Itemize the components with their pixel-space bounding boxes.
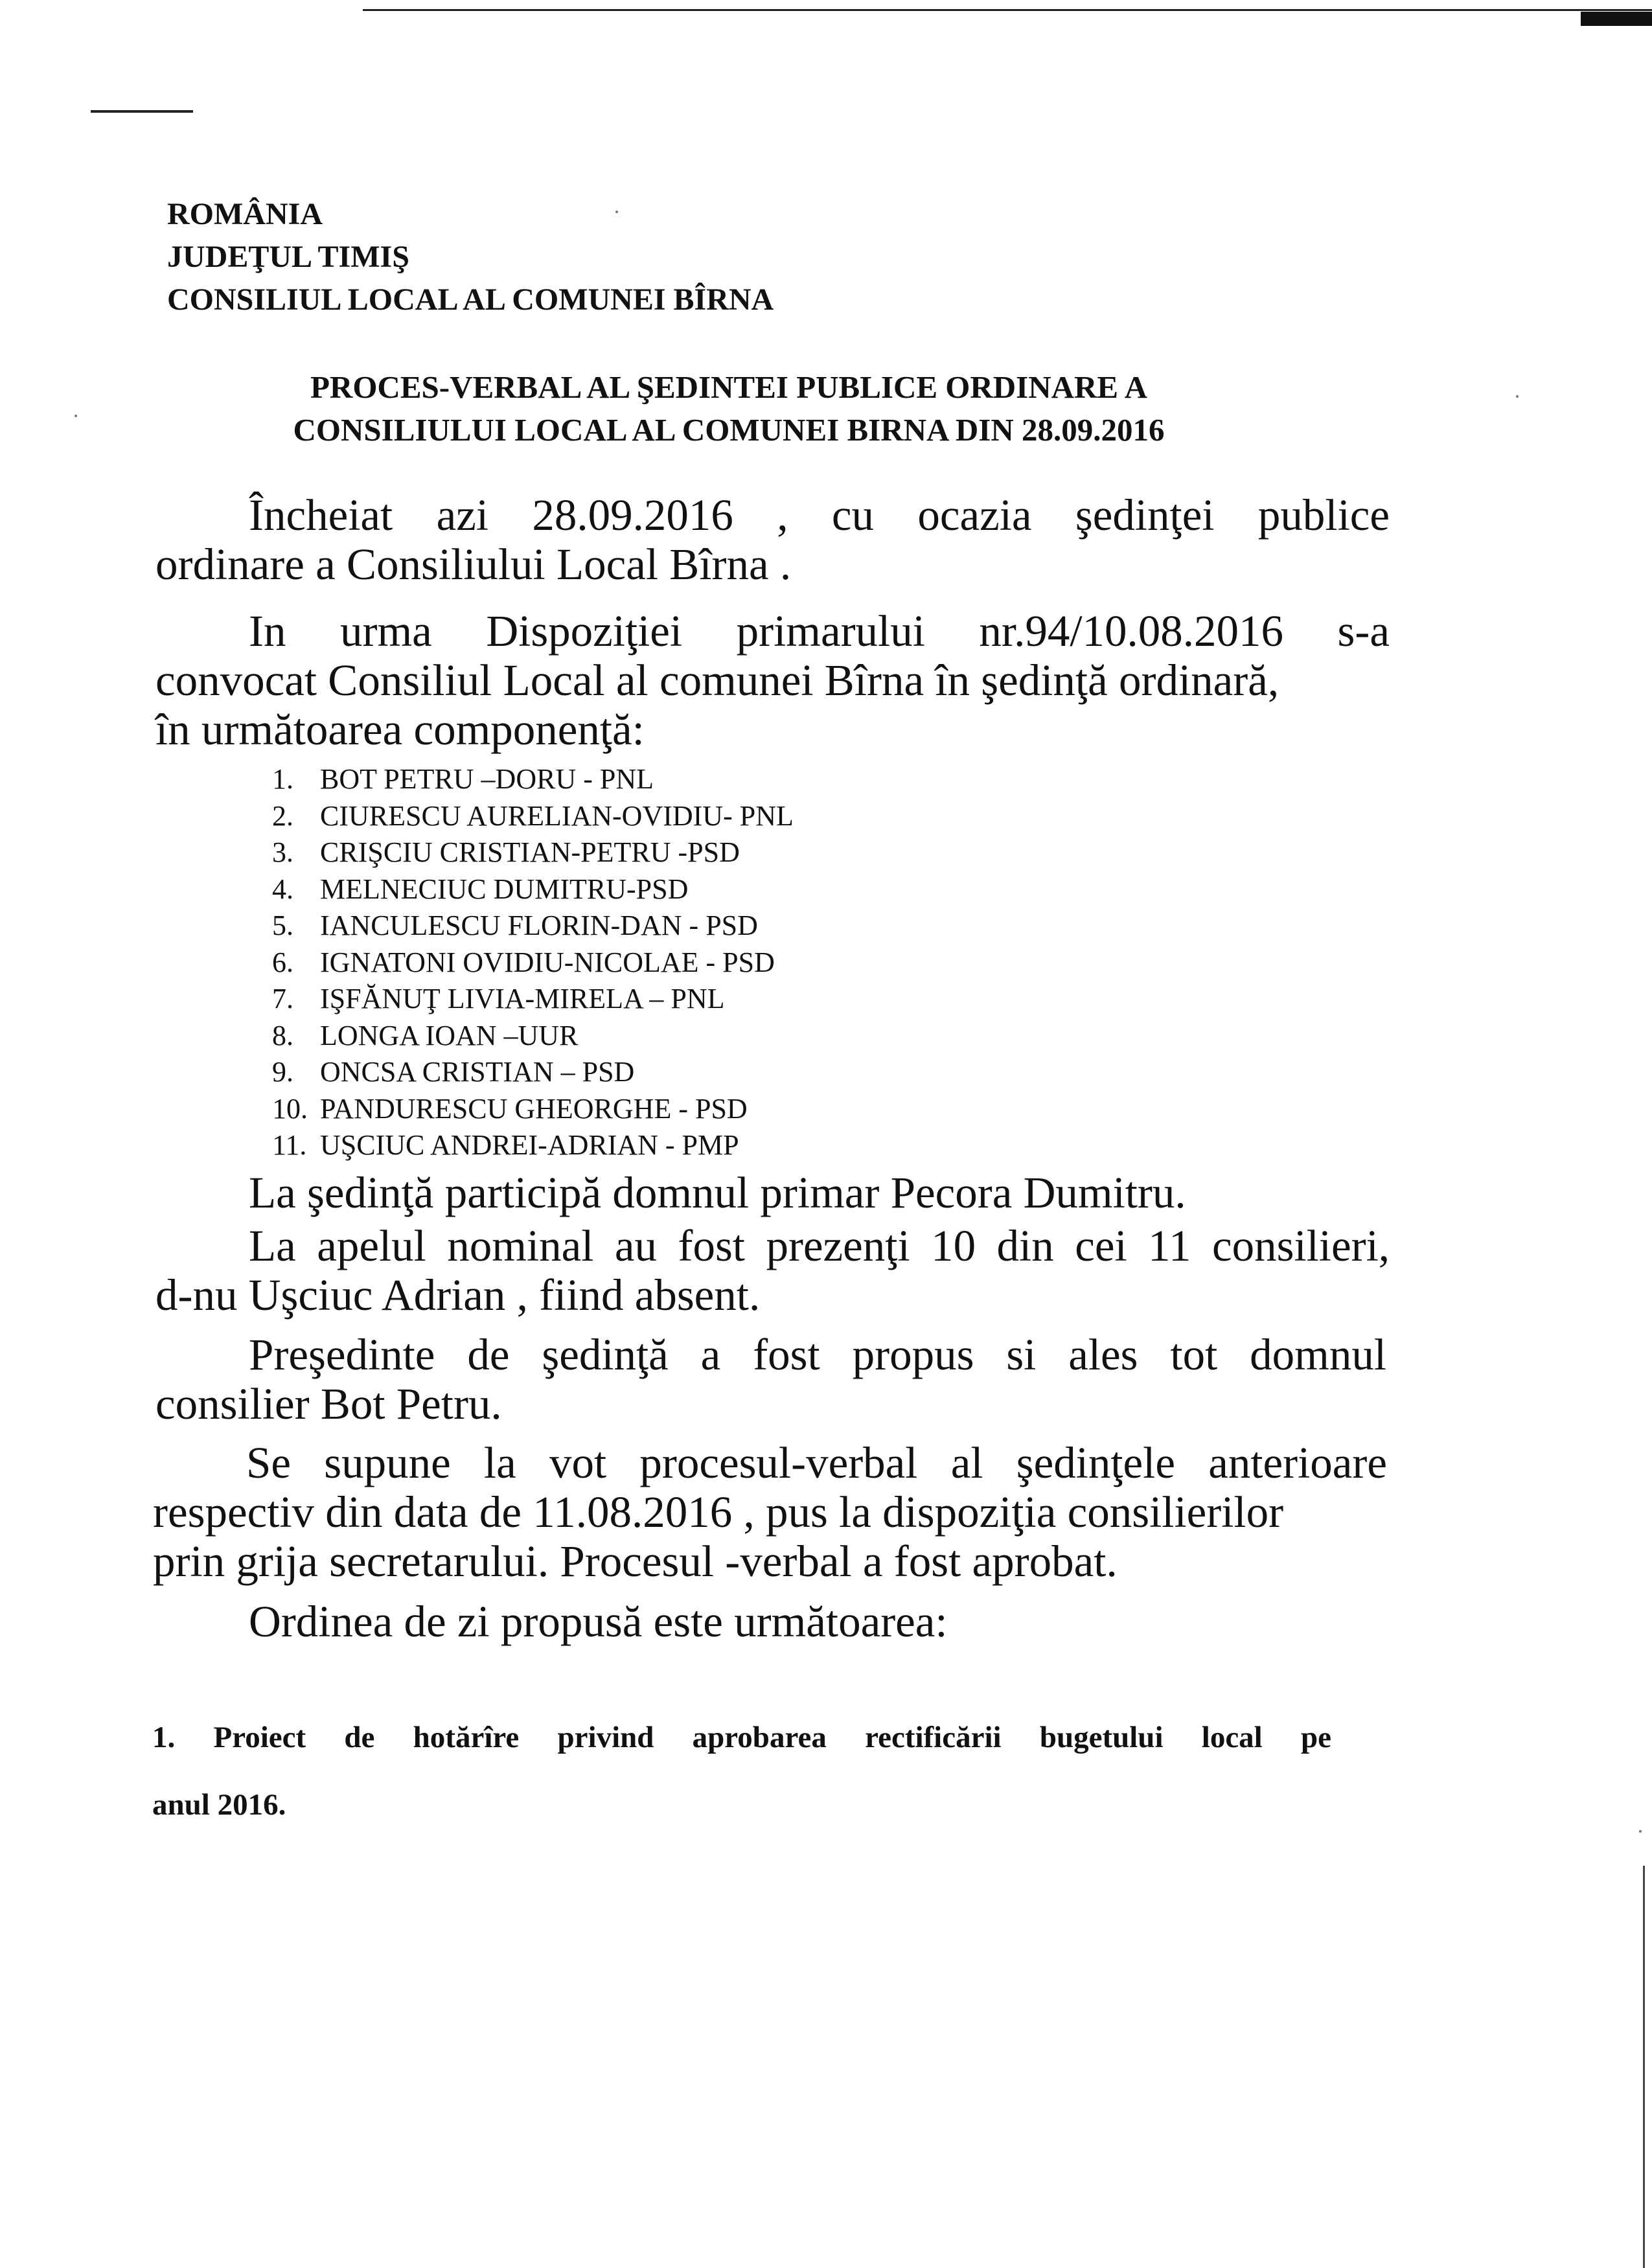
list-number: 7. xyxy=(272,983,293,1014)
paragraph-line: prin grija secretarului. Procesul -verbal a fost aprobat. xyxy=(153,1537,1118,1586)
scan-edge-line xyxy=(1643,1866,1645,2268)
list-item xyxy=(272,908,794,945)
convocation-paragraph xyxy=(155,606,1390,754)
list-item xyxy=(272,981,794,1018)
scan-edge-line xyxy=(363,9,1652,11)
list-item xyxy=(272,761,794,798)
list-number: 2. xyxy=(272,799,293,832)
scan-edge-mark xyxy=(1581,12,1652,26)
list-item xyxy=(272,1018,794,1055)
institution-header xyxy=(167,193,774,321)
scan-speck xyxy=(1639,1830,1642,1833)
title-line: PROCES-VERBAL AL ŞEDINTEI PUBLICE ORDINARE A xyxy=(310,369,1147,405)
list-item xyxy=(272,1127,794,1164)
member-name: UŞCIUC ANDREI-ADRIAN - PMP xyxy=(320,1129,739,1161)
list-item xyxy=(272,871,794,908)
list-item xyxy=(272,945,794,981)
title-line: CONSILIULUI LOCAL AL COMUNEI BIRNA DIN 28.09.2016 xyxy=(293,412,1165,448)
paragraph-line: In urma Dispoziţiei primarului nr.94/10.08.2016 s-a xyxy=(249,606,1390,656)
list-item xyxy=(272,1091,794,1128)
header-county: JUDEŢUL TIMIŞ xyxy=(167,240,409,274)
member-name: CIURESCU AURELIAN-OVIDIU- PNL xyxy=(320,799,794,832)
member-name: IŞFĂNUŢ LIVIA-MIRELA – PNL xyxy=(320,983,725,1014)
paragraph-line: respectiv din data de 11.08.2016 , pus la dispoziţia consilierilor xyxy=(153,1487,1284,1537)
document-title xyxy=(162,366,1296,452)
intro-paragraph xyxy=(155,490,1390,589)
list-number: 8. xyxy=(272,1019,293,1051)
list-number: 5. xyxy=(272,910,293,941)
member-name: PANDURESCU GHEORGHE - PSD xyxy=(320,1092,748,1125)
list-number: 10. xyxy=(272,1092,308,1125)
agenda-item-line: anul 2016. xyxy=(152,1788,286,1822)
member-name: LONGA IOAN –UUR xyxy=(320,1019,579,1051)
agenda-item xyxy=(152,1704,1331,1838)
list-number: 11. xyxy=(272,1129,307,1161)
member-name: MELNECIUC DUMITRU-PSD xyxy=(320,873,689,905)
list-number: 4. xyxy=(272,873,293,905)
paragraph-line: în următoarea componenţă: xyxy=(155,705,645,754)
member-name: CRIŞCIU CRISTIAN-PETRU -PSD xyxy=(320,836,740,868)
attendance-paragraph xyxy=(155,1221,1390,1320)
header-council: CONSILIUL LOCAL AL COMUNEI BÎRNA xyxy=(167,282,774,317)
paragraph-line: ordinare a Consiliului Local Bîrna . xyxy=(155,540,792,589)
mayor-paragraph xyxy=(155,1168,1386,1217)
minutes-paragraph xyxy=(153,1438,1387,1586)
member-name: ONCSA CRISTIAN – PSD xyxy=(320,1056,635,1088)
list-item xyxy=(272,834,794,871)
scan-mark xyxy=(91,110,193,113)
header-country: ROMÂNIA xyxy=(167,197,323,231)
list-number: 3. xyxy=(272,836,293,868)
paragraph-line: consilier Bot Petru. xyxy=(155,1379,502,1428)
agenda-intro-paragraph xyxy=(155,1597,1386,1646)
paragraph-line: Încheiat azi 28.09.2016 , cu ocazia şedinţei publice xyxy=(249,490,1390,540)
scan-speck xyxy=(75,415,77,417)
member-name: IANCULESCU FLORIN-DAN - PSD xyxy=(320,910,758,941)
paragraph-line: Ordinea de zi propusă este următoarea: xyxy=(249,1597,948,1646)
member-name: IGNATONI OVIDIU-NICOLAE - PSD xyxy=(320,946,775,978)
paragraph-line: La apelul nominal au fost prezenţi 10 din cei 11 consilieri, xyxy=(249,1221,1390,1270)
list-item xyxy=(272,1054,794,1091)
paragraph-line: convocat Consiliul Local al comunei Bîrna în şedinţă ordinară, xyxy=(155,656,1279,705)
list-number: 9. xyxy=(272,1056,293,1088)
paragraph-line: La şedinţă participă domnul primar Pecora Dumitru. xyxy=(249,1168,1186,1217)
agenda-item-line: 1. Proiect de hotărîre privind aprobarea rectificării bugetului local pe xyxy=(152,1721,1331,1754)
list-number: 6. xyxy=(272,946,293,978)
paragraph-line: Preşedinte de şedinţă a fost propus si ales tot domnul xyxy=(249,1330,1386,1379)
list-item xyxy=(272,798,794,835)
paragraph-line: d-nu Uşciuc Adrian , fiind absent. xyxy=(155,1270,761,1320)
scan-speck xyxy=(1516,395,1519,398)
list-number: 1. xyxy=(272,763,293,795)
member-name: BOT PETRU –DORU - PNL xyxy=(320,763,654,795)
president-paragraph xyxy=(155,1330,1386,1428)
paragraph-line: Se supune la vot procesul-verbal al şedinţele anterioare xyxy=(246,1438,1387,1487)
council-members-list xyxy=(272,761,794,1164)
